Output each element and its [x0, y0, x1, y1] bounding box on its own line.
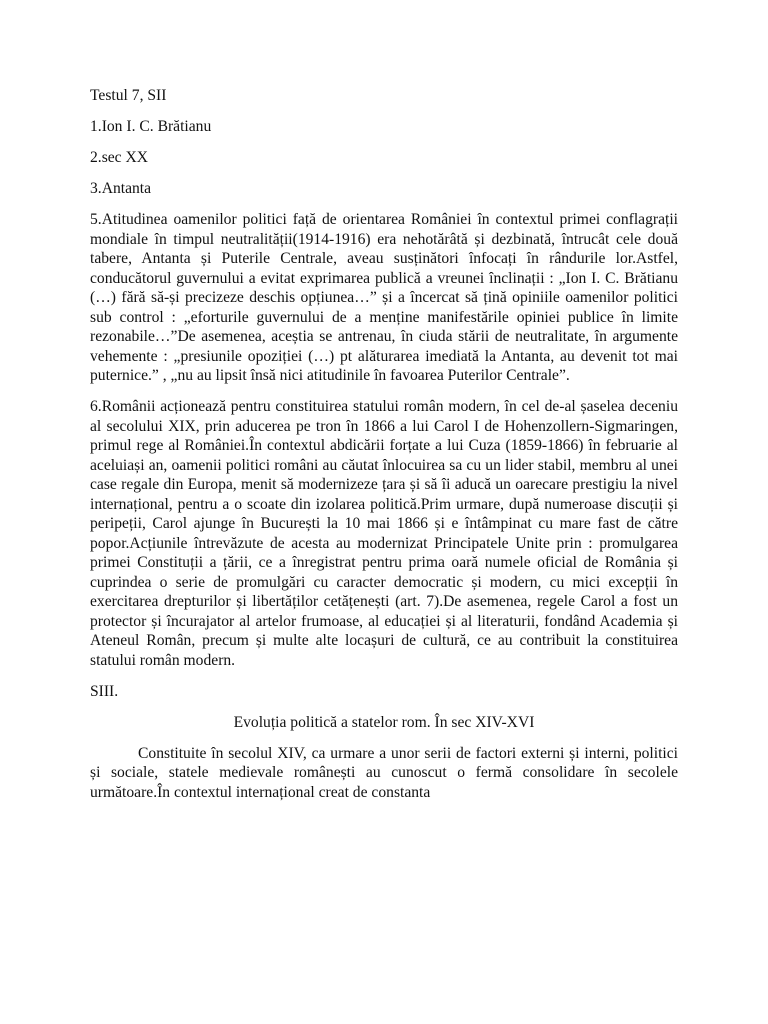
section-label: SIII.: [90, 682, 119, 700]
answer-3: 3.Antanta: [90, 180, 152, 197]
document-page: [90, 86, 678, 814]
test-header: Testul 7, SII: [90, 87, 167, 104]
essay-title: Evoluția politică a statelor rom. În sec XIV-XVI: [233, 713, 535, 731]
answer-1: 1.Ion I. C. Brătianu: [90, 118, 212, 135]
essay-intro-paragraph: Constituite în secolul XIV, ca urmare a unor serii de factori externi și interni, politici și sociale, statele medievale românești au cunoscut o fermă consolidare în secolele următoare.În contextul internațional creat de constanta: [90, 744, 678, 801]
answer-6-paragraph: 6.Românii acționează pentru constituirea statului român modern, în cel de-al șaselea deceniu al secolului XIX, prin aducerea pe tron în 1866 a lui Carol I de Hohenzollern-Sigmaringen, primul rege al României.În contextul abdicării forțate a lui Cuza (1859-1866) în februarie al aceluiași an, oamenii politici români au căutat înlocuirea sa cu un lider stabil, membru al unei case regale din Europa, menit să modernizeze țara și să îi aducă un oarecare prestigiu la nivel internațional, pentru a o scoate din izolarea politică.Prim urmare, după numeroase discuții și peripeții, Carol ajunge în București la 10 mai 1866 și e întâmpinat cu mare fast de către popor.Acțiunile întrevăzute de acesta au modernizat Principatele Unite prin : promulgarea primei Constituții a țării, ce a înregistrat pentru prima oară numele oficial de România și cuprindea o serie de promulgări cu caracter democratic și modern, cu mici excepții în exercitarea drepturilor și libertăților cetățenești (art. 7).De asemenea, regele Carol a fost un protector și încurajator al artelor frumoase, al educației și al literaturii, fondând Academia și Ateneul Român, precum și multe alte locașuri de cultură, ce au contribuit la constituirea statului român modern.: [90, 398, 678, 669]
answer-5-paragraph: 5.Atitudinea oamenilor politici față de orientarea României în contextul primei conflagrații mondiale în timpul neutralității(1914-1916) era nehotărâtă și dezbinată, întrucât cele două tabere, Antanta și Puterile Centrale, aveau susținători înfocați în rândurile lor.Astfel, conducătorul guvernului a evitat exprimarea publică a vreunei înclinații : „Ion I. C. Brătianu (…) fără să-și precizeze deschis opțiunea…” și a încercat să țină opiniile oamenilor politici sub control : „eforturile guvernului de a menține manifestările opiniei publice în limite rezonabile…”De asemenea, aceștia se antrenau, în ciuda stării de neutralitate, în argumente vehemente : „presiunile opoziției (…) pt alăturarea imediată la Antanta, au devenit tot mai puternice.” , „nu au lipsit însă nici atitudinile în favoarea Puterilor Centrale”.: [90, 211, 678, 384]
answer-2: 2.sec XX: [90, 149, 149, 166]
